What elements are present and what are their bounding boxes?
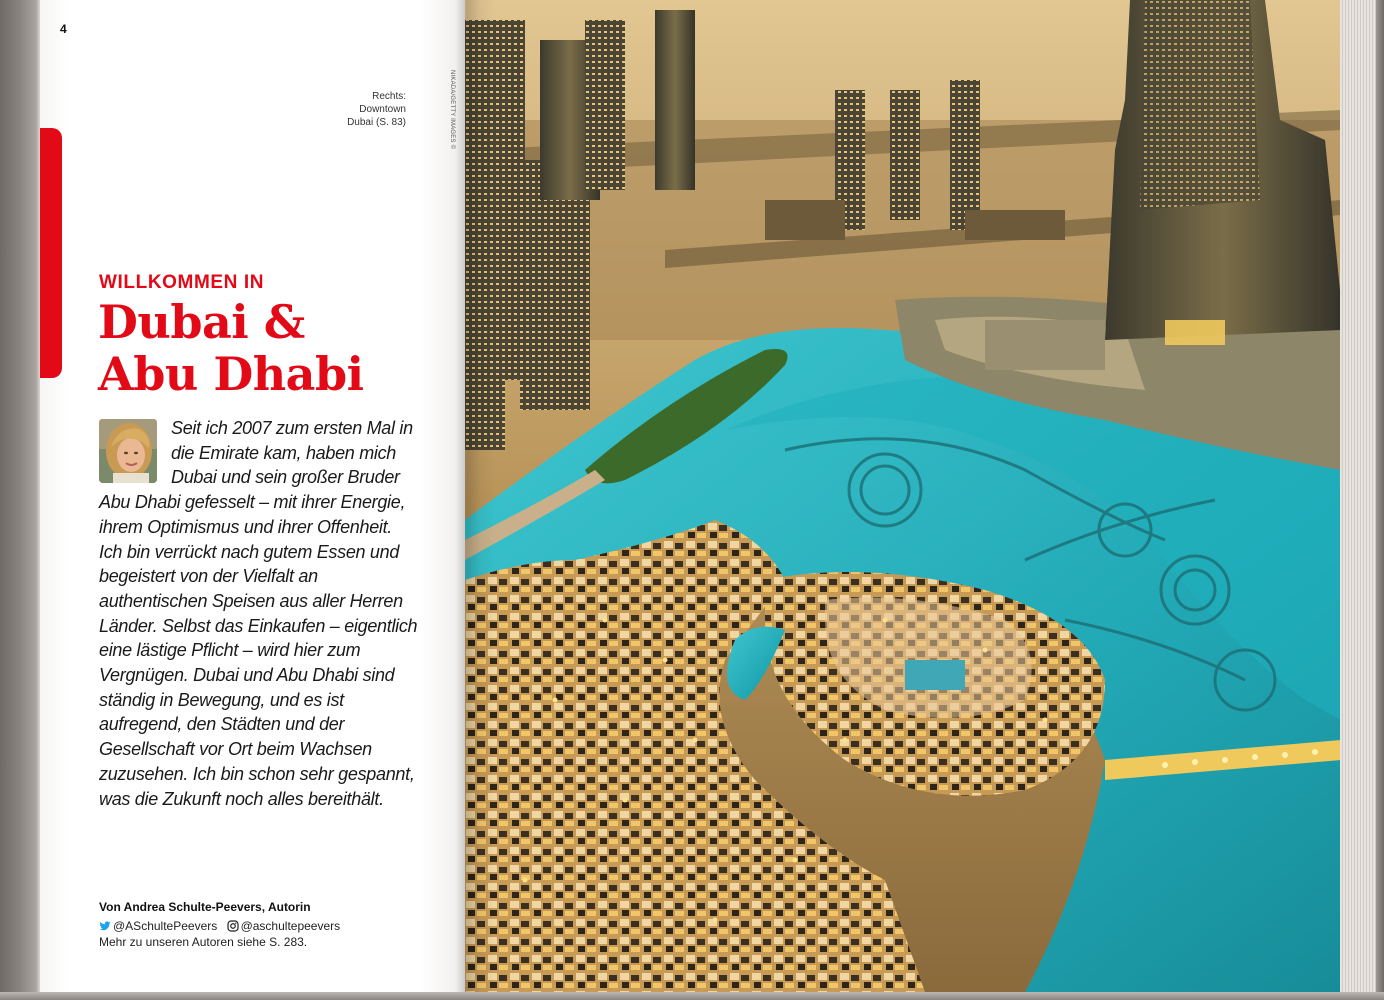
caption-line-2: Downtown <box>359 104 406 115</box>
title-line-1: Dubai & <box>98 295 305 349</box>
intro-text: Seit ich 2007 zum ersten Mal in die Emirate kam, haben mich Dubai und sein großer Bruder Abu Dhabi gefesselt – mit ihrer Energie, ihrem Optimismus und ihrer Offenheit. Ich bin verrückt nach gutem Essen und begeistert von der Vielfalt an authentischen Speisen aus aller Herren Länder. Selbst das Einkaufen – eigentlich eine lästige Pflicht – wird hier zum Vergnügen. Dubai und Abu Dhabi sind ständig in Bewegung, und es ist aufregend, den Städten und der Gesellschaft vor Ort beim Wachsen zuzusehen. Ich bin schon sehr gespannt, was die Zukunft noch alles bereithält. <box>99 418 418 809</box>
twitter-icon <box>99 920 111 932</box>
intro-paragraph <box>99 416 419 811</box>
aerial-city-illustration <box>465 0 1341 992</box>
more-authors-note: Mehr zu unseren Autoren siehe S. 283. <box>99 935 308 949</box>
author-byline: Von Andrea Schulte-Peevers, Autorin <box>99 900 311 914</box>
downtown-dubai-photo <box>465 0 1341 992</box>
page-title <box>98 296 458 400</box>
photo-spacer <box>99 416 171 486</box>
section-tab <box>40 128 62 378</box>
photo-credit: NIKADA/GETTY IMAGES © <box>449 70 455 150</box>
social-links <box>99 918 340 933</box>
title-line-2: Abu Dhabi <box>98 347 364 401</box>
caption-line-3: Dubai (S. 83) <box>347 117 406 128</box>
kicker-heading: WILLKOMMEN IN <box>99 272 265 293</box>
book-edge-right <box>1340 0 1384 1000</box>
photo-caption <box>300 90 406 129</box>
instagram-handle[interactable]: @aschultepeevers <box>240 918 341 933</box>
twitter-handle[interactable]: @ASchultePeevers <box>113 918 218 933</box>
book-edge-bottom <box>0 992 1384 1000</box>
caption-line-1: Rechts: <box>372 91 406 102</box>
instagram-icon <box>227 920 239 932</box>
page-number: 4 <box>60 22 67 36</box>
photo-credit-wrap <box>445 70 455 190</box>
book-edge-left <box>0 0 40 1000</box>
